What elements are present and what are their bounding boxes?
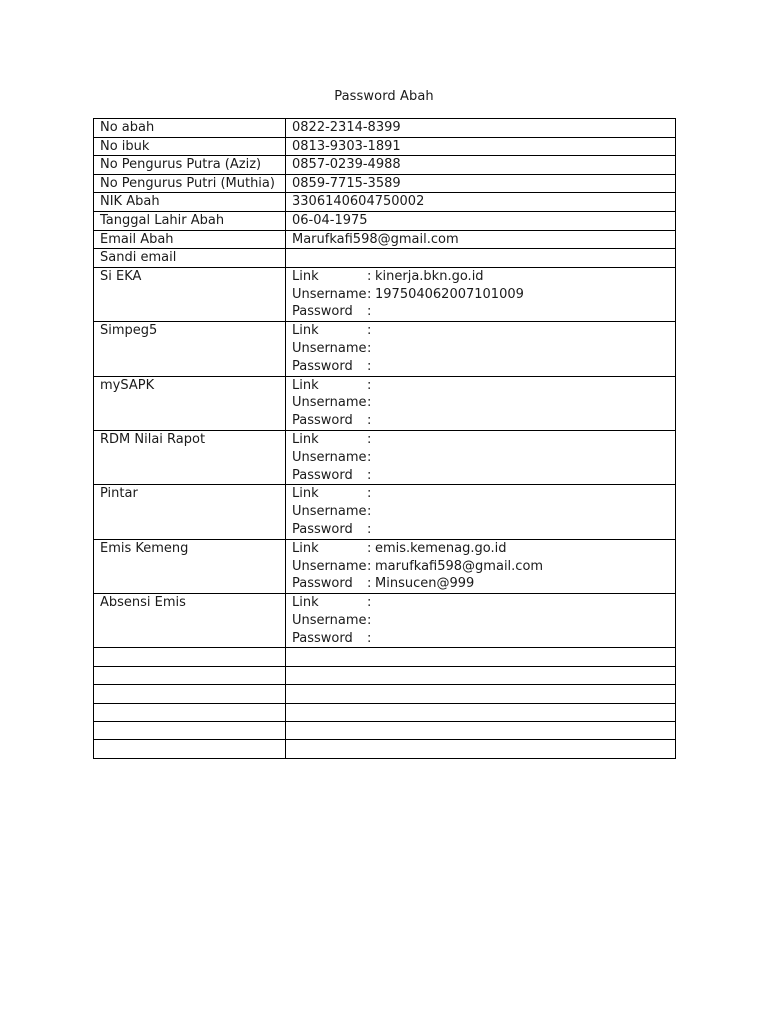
table-row [94,249,676,268]
empty-cell [286,722,676,740]
colon: : [367,576,372,592]
link-label: Link [292,486,319,502]
account-details [286,376,676,430]
username-line [292,394,669,412]
row-label: Tanggal Lahir Abah [94,211,286,230]
link-value: emis.kemenag.go.id [375,540,507,556]
table-row [94,230,676,249]
colon: : [367,467,372,483]
username-value: marufkafi598@gmail.com [375,558,544,574]
colon: : [367,486,372,502]
password-label: Password [292,358,353,374]
username-label: Unsername [292,449,367,465]
link-value [375,594,669,612]
link-label: Link [292,595,319,611]
empty-cell [286,703,676,721]
colon: : [367,340,372,356]
username-label: Unsername [292,340,367,356]
username-line [292,340,669,358]
account-details [286,594,676,648]
empty-cell [94,685,286,703]
row-label: Sandi email [94,249,286,268]
empty-cell [286,740,676,758]
row-value: 06-04-1975 [286,211,676,230]
password-line [292,521,669,539]
password-label: Password [292,521,353,537]
link-line [292,268,669,286]
password-value [375,412,669,430]
link-label: Link [292,377,319,393]
empty-cell [94,740,286,758]
colon: : [367,449,372,465]
empty-row [94,666,676,684]
colon: : [367,413,372,429]
link-line [292,485,669,503]
link-line [292,377,669,395]
password-label: Password [292,304,353,320]
colon: : [367,395,372,411]
row-value: Marufkafi598@gmail.com [286,230,676,249]
account-name: Emis Kemeng [94,539,286,593]
empty-cell [94,648,286,666]
account-row [94,322,676,376]
username-value [375,612,669,630]
link-value [375,431,669,449]
link-value [375,322,669,340]
row-label: No abah [94,119,286,138]
account-details [286,539,676,593]
row-label: No ibuk [94,137,286,156]
colon: : [367,431,372,447]
table-row [94,137,676,156]
colon: : [367,323,372,339]
password-label: Password [292,413,353,429]
password-line [292,412,669,430]
link-line [292,594,669,612]
password-value [375,630,669,648]
table-row [94,174,676,193]
account-details [286,322,676,376]
link-label: Link [292,431,319,447]
table-row [94,211,676,230]
colon: : [367,358,372,374]
link-value [375,485,669,503]
password-line [292,630,669,648]
username-value [375,340,669,358]
username-value: 197504062007101009 [375,286,524,302]
account-details [286,267,676,321]
row-value [286,249,676,268]
username-line [292,449,669,467]
username-label: Unsername [292,612,367,628]
colon: : [367,595,372,611]
row-label: No Pengurus Putra (Aziz) [94,156,286,175]
password-line [292,358,669,376]
row-value: 3306140604750002 [286,193,676,212]
username-label: Unsername [292,504,367,520]
password-line [292,467,669,485]
empty-cell [286,685,676,703]
empty-cell [94,722,286,740]
password-label: Password [292,576,353,592]
account-row [94,594,676,648]
empty-row [94,740,676,758]
colon: : [367,612,372,628]
empty-row [94,685,676,703]
link-line [292,322,669,340]
link-value: kinerja.bkn.go.id [375,268,484,284]
row-value: 0857-0239-4988 [286,156,676,175]
row-value: 0813-9303-1891 [286,137,676,156]
password-value [375,467,669,485]
row-value: 0822-2314-8399 [286,119,676,138]
password-line [292,303,669,321]
username-line [292,558,669,576]
account-row [94,376,676,430]
account-row [94,485,676,539]
account-row [94,267,676,321]
username-value [375,503,669,521]
colon: : [367,304,372,320]
password-value: Minsucen@999 [375,576,475,592]
password-value [375,521,669,539]
link-line [292,431,669,449]
link-label: Link [292,268,319,284]
username-line [292,286,669,304]
empty-row [94,722,676,740]
link-label: Link [292,323,319,339]
colon: : [367,558,372,574]
table-row [94,156,676,175]
empty-row [94,648,676,666]
username-label: Unsername [292,395,367,411]
account-name: mySAPK [94,376,286,430]
password-label: Password [292,630,353,646]
row-label: No Pengurus Putri (Muthia) [94,174,286,193]
account-name: RDM Nilai Rapot [94,430,286,484]
username-label: Unsername [292,558,367,574]
link-label: Link [292,540,319,556]
row-value: 0859-7715-3589 [286,174,676,193]
row-label: Email Abah [94,230,286,249]
colon: : [367,268,372,284]
account-row [94,430,676,484]
username-line [292,503,669,521]
empty-row [94,703,676,721]
username-value [375,449,669,467]
username-line [292,612,669,630]
password-label: Password [292,467,353,483]
account-name: Pintar [94,485,286,539]
account-name: Si EKA [94,267,286,321]
colon: : [367,540,372,556]
username-label: Unsername [292,286,367,302]
password-value [375,303,669,321]
empty-cell [286,666,676,684]
colon: : [367,630,372,646]
username-value [375,394,669,412]
colon: : [367,286,372,302]
account-name: Absensi Emis [94,594,286,648]
link-value [375,377,669,395]
link-line [292,540,669,558]
empty-cell [94,666,286,684]
empty-cell [94,703,286,721]
colon: : [367,377,372,393]
account-row [94,539,676,593]
row-label: NIK Abah [94,193,286,212]
account-details [286,485,676,539]
empty-cell [286,648,676,666]
table-row [94,119,676,138]
colon: : [367,521,372,537]
password-line [292,575,669,593]
account-details [286,430,676,484]
colon: : [367,504,372,520]
password-value [375,358,669,376]
page-title: Password Abah [334,89,434,104]
account-name: Simpeg5 [94,322,286,376]
table-row [94,193,676,212]
password-table [93,118,676,759]
